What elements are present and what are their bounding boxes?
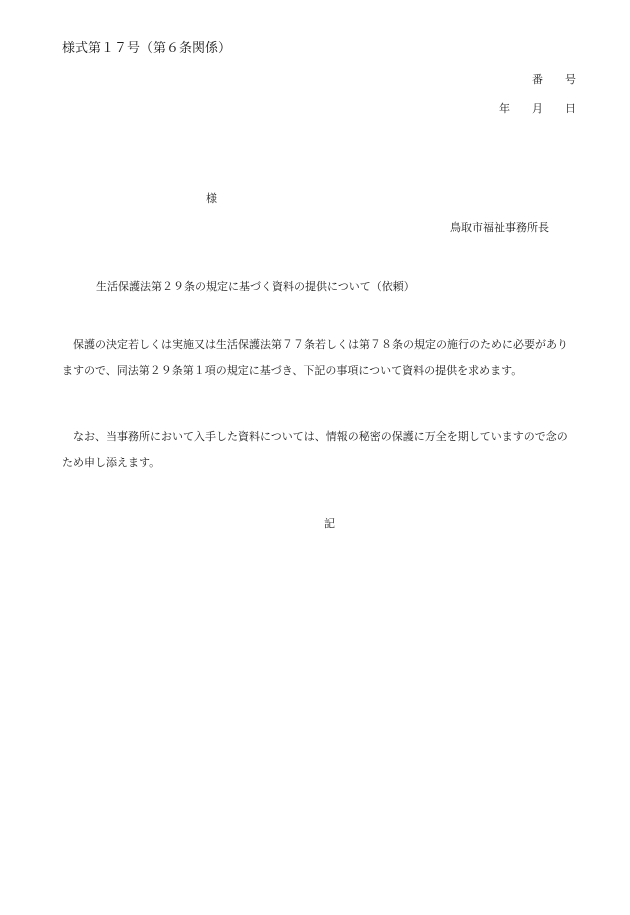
- addressee-suffix: 様: [206, 192, 217, 205]
- date-label: 年 月 日: [499, 102, 576, 115]
- form-number: 様式第１７号（第６条関係）: [62, 41, 232, 56]
- note-heading: 記: [324, 517, 335, 530]
- body-paragraph-2: なお、当事務所において入手した資料については、情報の秘密の保護に万全を期していますので念のため申し添えます。: [62, 430, 568, 469]
- sender-name: 鳥取市福祉事務所長: [450, 221, 549, 234]
- body-paragraph-1: 保護の決定若しくは実施又は生活保護法第７７条若しくは第７８条の規定の施行のために必要がありますので、同法第２９条第１項の規定に基づき、下記の事項について資料の提供を求めます。: [62, 338, 568, 377]
- document-number-label: 番 号: [532, 73, 576, 86]
- document-title: 生活保護法第２９条の規定に基づく資料の提供について（依頼）: [96, 280, 415, 293]
